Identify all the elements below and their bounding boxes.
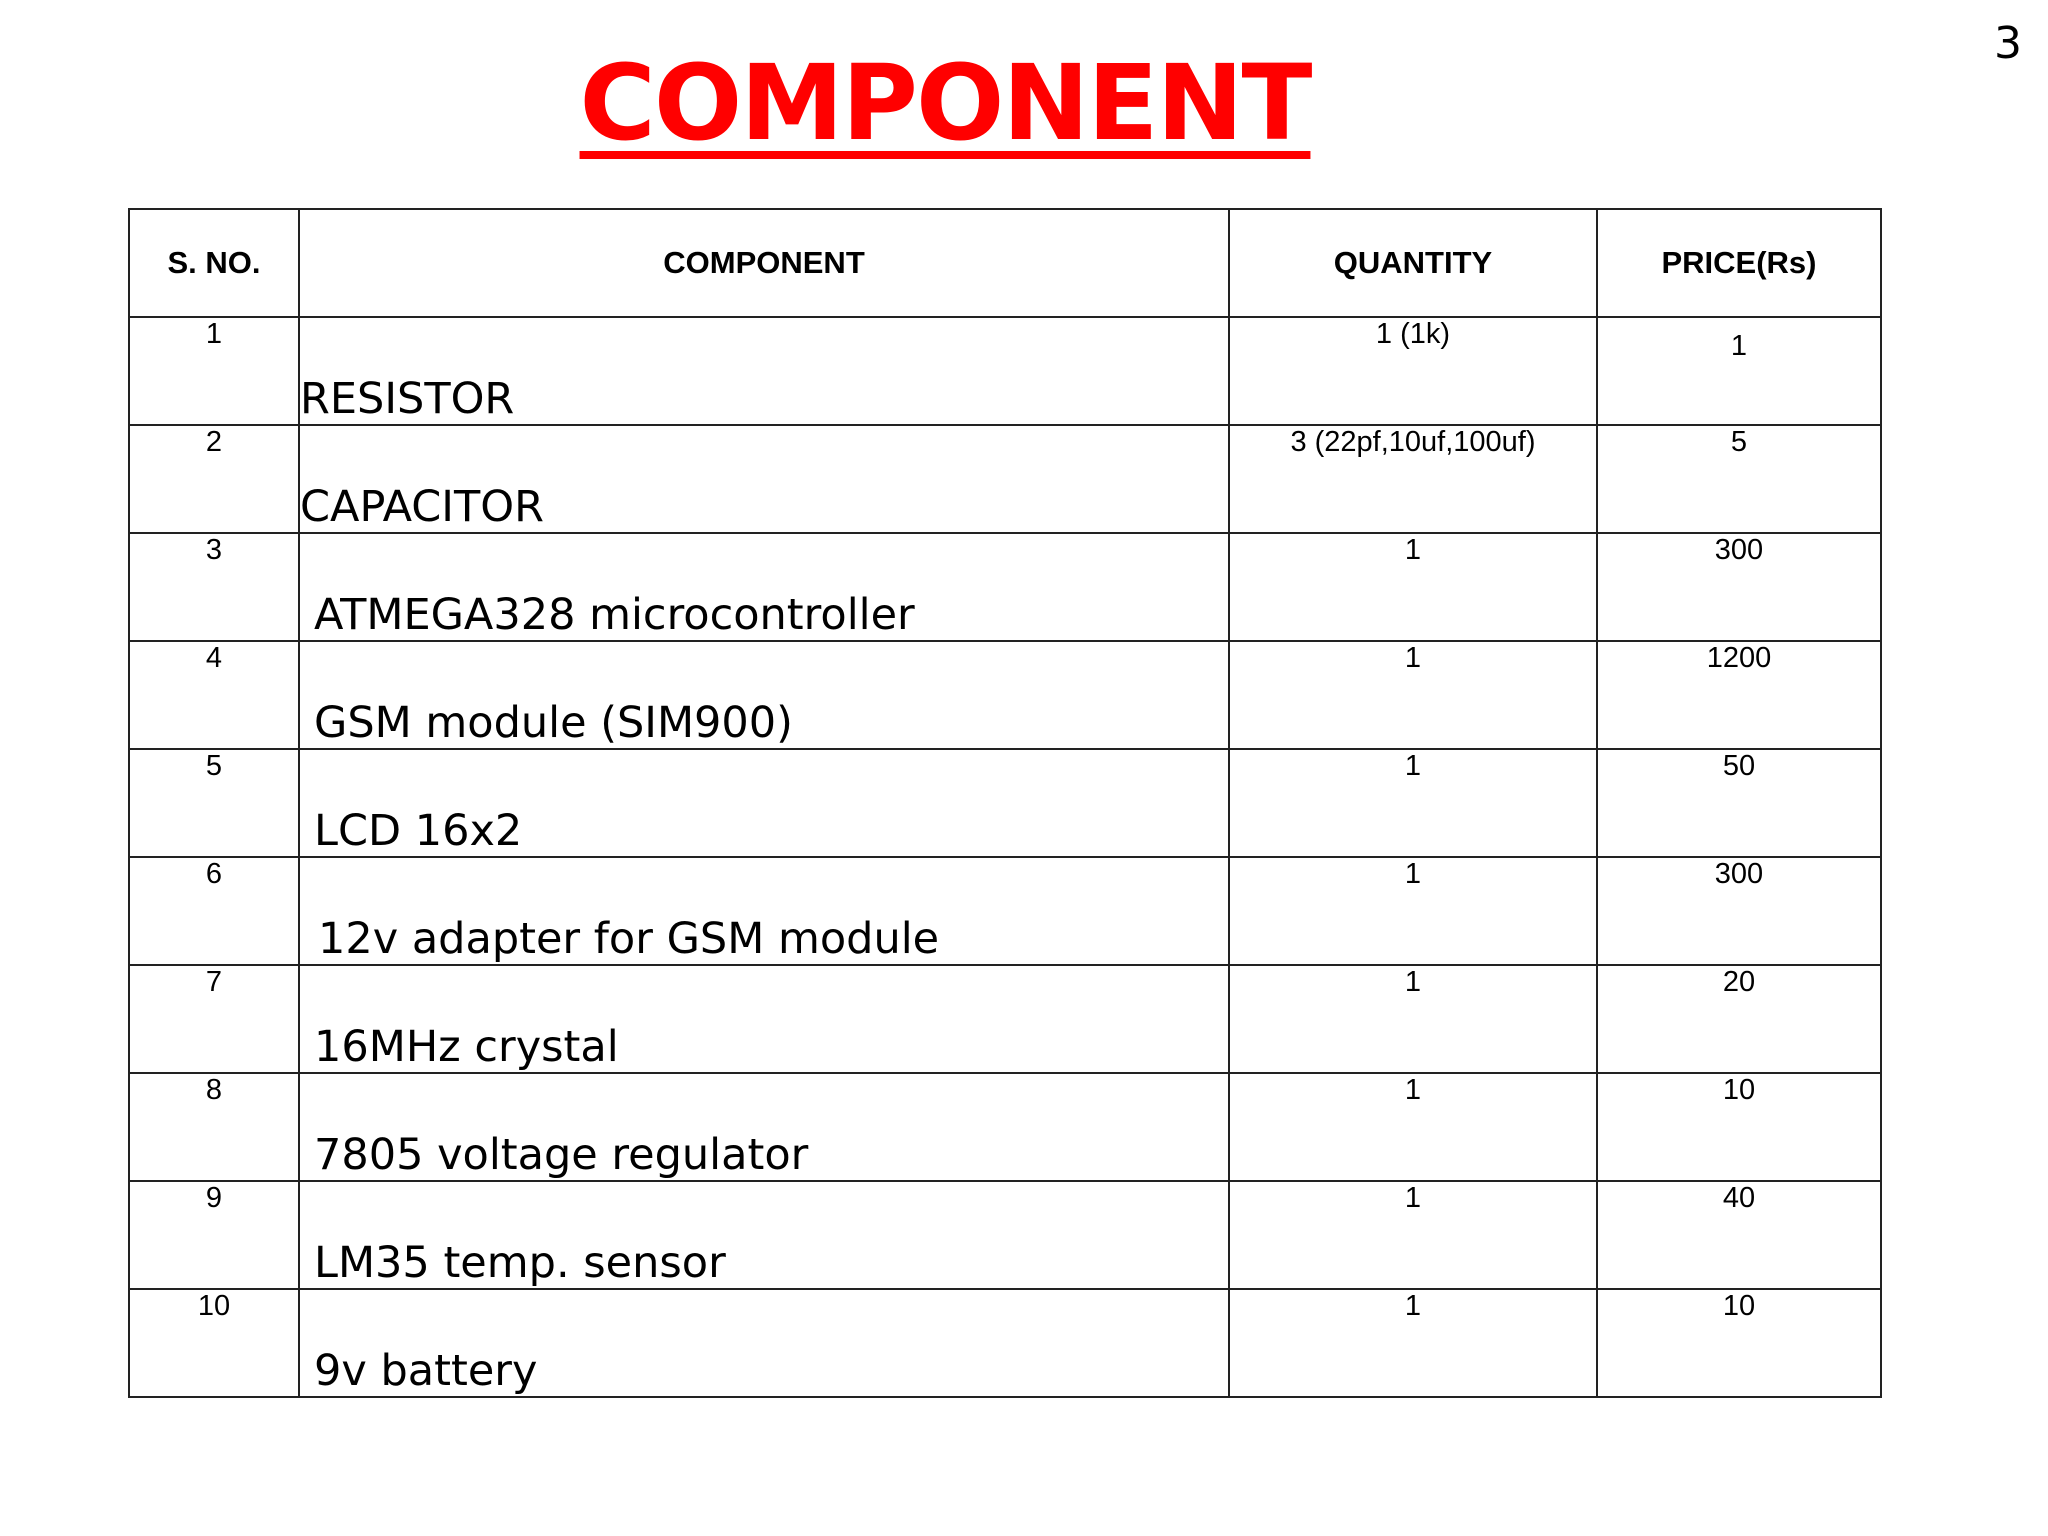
cell-price: 5 (1597, 425, 1881, 533)
cell-quantity: 1 (1229, 533, 1597, 641)
cell-sno: 3 (129, 533, 299, 641)
cell-sno: 2 (129, 425, 299, 533)
cell-component: GSM module (SIM900) (299, 641, 1229, 749)
table-header-row (129, 209, 1881, 317)
cell-price: 300 (1597, 857, 1881, 965)
cell-quantity: 1 (1k) (1229, 317, 1597, 425)
table-row (129, 317, 1881, 425)
component-table (128, 208, 1882, 1398)
cell-sno: 4 (129, 641, 299, 749)
cell-price: 20 (1597, 965, 1881, 1073)
table-row (129, 1073, 1881, 1181)
cell-component: ATMEGA328 microcontroller (299, 533, 1229, 641)
cell-component: LM35 temp. sensor (299, 1181, 1229, 1289)
header-price: PRICE(Rs) (1597, 209, 1881, 317)
cell-sno: 1 (129, 317, 299, 425)
cell-price: 10 (1597, 1289, 1881, 1397)
cell-quantity: 1 (1229, 1289, 1597, 1397)
cell-sno: 10 (129, 1289, 299, 1397)
cell-component: 9v battery (299, 1289, 1229, 1397)
table-row (129, 1289, 1881, 1397)
table-row (129, 857, 1881, 965)
cell-price: 1 (1597, 317, 1881, 425)
cell-quantity: 3 (22pf,10uf,100uf) (1229, 425, 1597, 533)
cell-component: RESISTOR (299, 317, 1229, 425)
cell-sno: 7 (129, 965, 299, 1073)
cell-quantity: 1 (1229, 857, 1597, 965)
header-component: COMPONENT (299, 209, 1229, 317)
cell-quantity: 1 (1229, 1073, 1597, 1181)
cell-price: 40 (1597, 1181, 1881, 1289)
cell-quantity: 1 (1229, 965, 1597, 1073)
cell-quantity: 1 (1229, 1181, 1597, 1289)
cell-price: 50 (1597, 749, 1881, 857)
cell-price: 10 (1597, 1073, 1881, 1181)
cell-sno: 8 (129, 1073, 299, 1181)
cell-quantity: 1 (1229, 749, 1597, 857)
table-row (129, 1181, 1881, 1289)
table-row (129, 425, 1881, 533)
table-row (129, 749, 1881, 857)
cell-component: LCD 16x2 (299, 749, 1229, 857)
table-row (129, 533, 1881, 641)
cell-price: 300 (1597, 533, 1881, 641)
cell-component: 7805 voltage regulator (299, 1073, 1229, 1181)
page-title (0, 42, 1890, 164)
cell-quantity: 1 (1229, 641, 1597, 749)
table-row (129, 965, 1881, 1073)
cell-component: 16MHz crystal (299, 965, 1229, 1073)
cell-sno: 9 (129, 1181, 299, 1289)
cell-component: 12v adapter for GSM module (299, 857, 1229, 965)
page-title-text: COMPONENT (579, 42, 1311, 164)
page-number: 3 (1994, 18, 2022, 69)
header-sno: S. NO. (129, 209, 299, 317)
cell-price: 1200 (1597, 641, 1881, 749)
cell-sno: 5 (129, 749, 299, 857)
header-quantity: QUANTITY (1229, 209, 1597, 317)
cell-component: CAPACITOR (299, 425, 1229, 533)
cell-sno: 6 (129, 857, 299, 965)
table-row (129, 641, 1881, 749)
